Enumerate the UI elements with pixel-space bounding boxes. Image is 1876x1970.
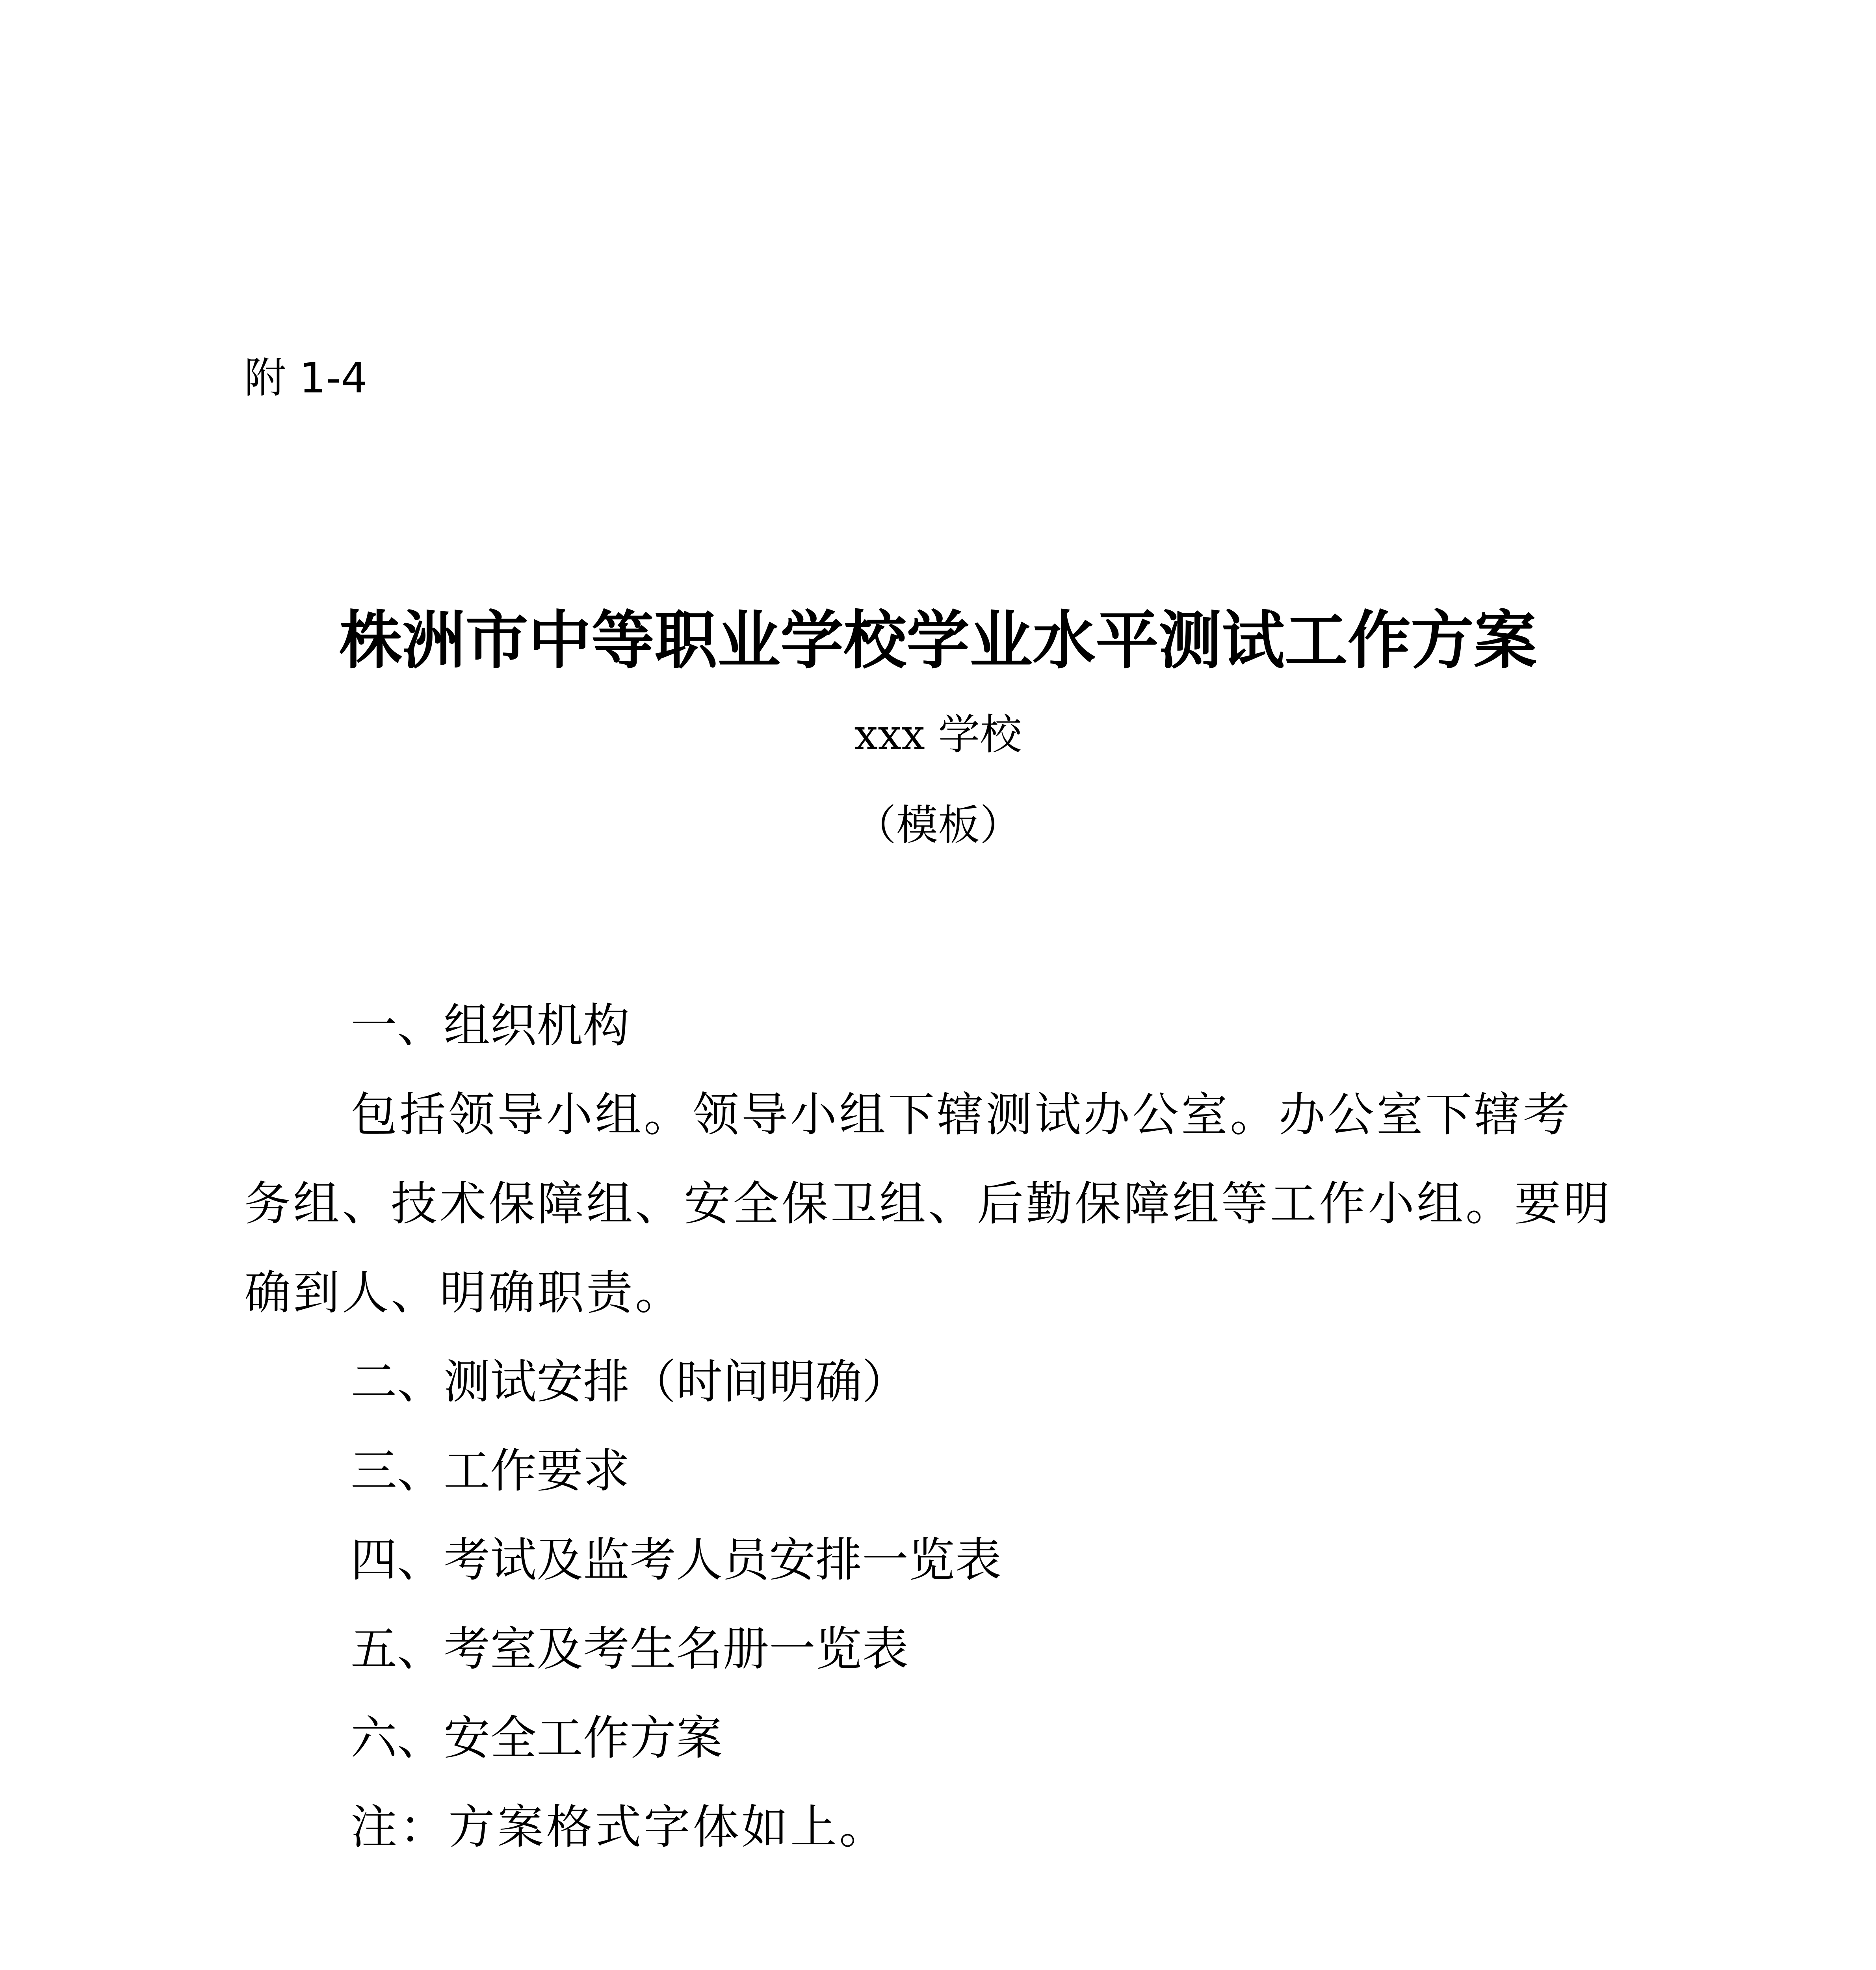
section-heading-note: （时间明确） xyxy=(630,1355,909,1409)
section-heading-organization: 一、组织机构 xyxy=(351,998,630,1053)
section-heading-work-requirements: 三、工作要求 xyxy=(351,1444,630,1498)
template-note: （模板） xyxy=(854,801,1022,849)
school-name: xxx 学校 xyxy=(854,710,1022,759)
section-heading-text: 二、测试安排 xyxy=(351,1355,630,1409)
paragraph-line: 包括领导小组。领导小组下辖测试办公室。办公室下辖考 xyxy=(351,1087,1572,1142)
attachment-label: 附 1-4 xyxy=(244,354,368,402)
section-heading-safety-plan: 六、安全工作方案 xyxy=(351,1711,723,1765)
paragraph-line: 确到人、明确职责。 xyxy=(244,1266,684,1320)
section-heading-test-schedule xyxy=(244,1337,1647,1426)
footnote: 注：方案格式字体如上。 xyxy=(351,1800,888,1854)
document-body xyxy=(244,981,1647,1872)
paragraph-line: 务组、技术保障组、安全保卫组、后勤保障组等工作小组。要明 xyxy=(244,1176,1612,1231)
section-heading-exam-room-roster: 五、考室及考生名册一览表 xyxy=(351,1622,909,1676)
document-title: 株洲市中等职业学校学业水平测试工作方案 xyxy=(339,603,1537,677)
section-heading-invigilator-table: 四、考试及监考人员安排一览表 xyxy=(351,1533,1002,1587)
